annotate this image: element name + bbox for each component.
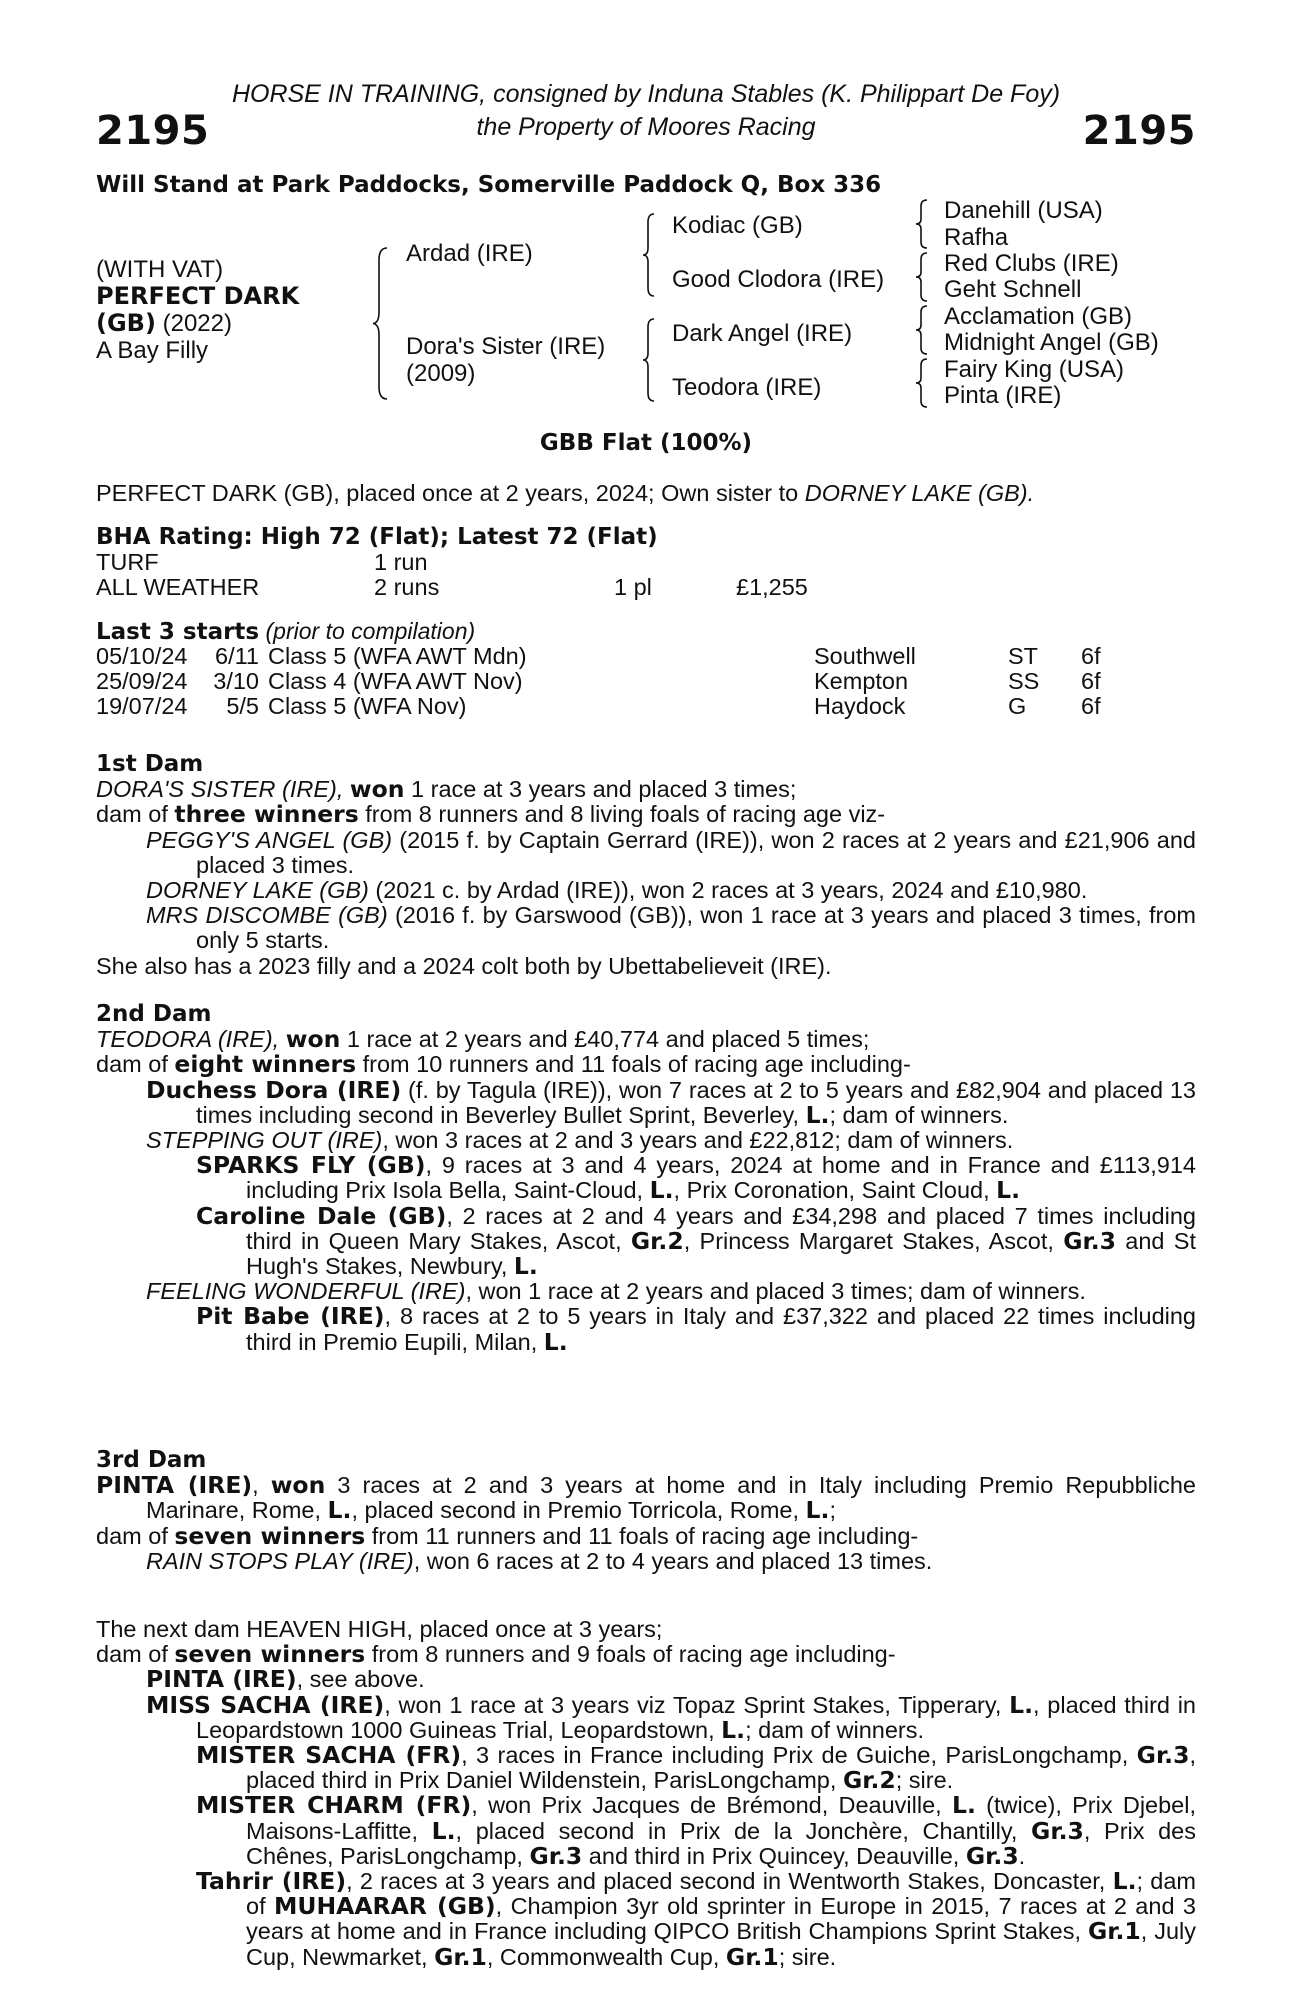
listed-badge: L. [1112,1867,1137,1896]
second-dam-record [96,1027,1196,1052]
start-position: 6/11 [215,643,259,669]
listed-badge: L. [1009,1690,1034,1719]
record-text: , won Prix Jacques de Brémond, Deauville, [471,1792,952,1819]
horse-name: STEPPING OUT (IRE) [146,1127,383,1154]
record-text: ; dam of [246,1868,1196,1920]
record-text: , see above. [296,1666,425,1693]
next-dam-produce [96,1642,1196,1667]
record-text: , placed third in Leopardstown 1000 Guineas Trial, Leopardstown, [196,1691,1197,1743]
last-starts-note: (prior to compilation) [265,618,476,644]
race-summary [96,480,1034,507]
horse-name: Duchess Dora (IRE) [146,1075,402,1104]
gbb-rating: GBB Flat (100%) [539,430,753,456]
sire-dam: Good Clodora (IRE) [672,266,885,293]
start-race: Class 5 (WFA Nov) [268,693,467,719]
horse-name: Caroline Dale (GB) [196,1201,447,1230]
pedigree-brace-dd [914,357,930,409]
third-dam-record [96,1473,1196,1523]
won-label: won [349,775,405,804]
group-badge: Gr.3 [1063,1226,1116,1255]
horse-name: PEGGY'S ANGEL (GB) [146,826,393,853]
grand-progeny-entry [96,1304,1196,1354]
horse-name: PINTA (IRE) [146,1665,297,1694]
grand-progeny-entry [96,1201,1196,1281]
ds-sire: Acclamation (GB) [944,303,1133,330]
won-label: won [285,1025,341,1054]
next-dam-section [96,1617,1196,1970]
dam-dam: Teodora (IRE) [672,374,822,401]
group-badge: Gr.3 [1136,1741,1190,1770]
horse-country: (GB) [96,309,156,337]
start-going: G [1008,693,1027,719]
record-text: , Prix Coronation, Saint Cloud, [673,1177,997,1204]
text: dam of [96,801,175,828]
text: from 8 runners and 9 foals of racing age including- [365,1641,896,1668]
progeny-entry [96,1128,1196,1153]
first-dam-heading: 1st Dam [96,751,204,777]
ds-dam: Midnight Angel (GB) [944,329,1159,356]
record-text: 1 race at 2 years and £40,774 and placed 5 times; [340,1026,870,1053]
next-dam-record: The next dam HEAVEN HIGH, placed once at 3 years; [96,1616,663,1642]
horse-name: TEODORA (IRE), [96,1026,280,1053]
summary-text: PERFECT DARK (GB), placed once at 2 years, 2024; Own sister to [96,480,805,506]
pedigree-brace-main [371,246,391,401]
grand-progeny-entry [96,1153,1196,1203]
horse-year: (2022) [162,310,232,337]
aw-money: £1,255 [736,574,808,600]
horse-name: PINTA (IRE) [96,1471,253,1500]
horse-name: MISTER CHARM (FR) [196,1791,472,1820]
first-dam-record [96,777,1196,802]
text: ; [829,1497,836,1524]
horse-identity [96,256,299,364]
record-text: (twice), Prix Djebel, Maisons-Laffitte, [246,1792,1197,1844]
text: dam of [96,1522,175,1549]
horse-name: PERFECT DARK [96,282,300,310]
record-text: , Prix des Chênes, ParisLongchamp, [246,1817,1197,1869]
horse-name: Pit Babe (IRE) [196,1302,385,1331]
stand-location: Will Stand at Park Paddocks, Somerville Paddock Q, Box 336 [96,172,882,198]
first-dam-produce [96,802,1196,827]
text: from 8 runners and 8 living foals of racing age viz- [358,801,886,828]
record-text: , placed third in Prix Daniel Wildenstein, ParisLongchamp, [246,1742,1196,1794]
sire-sire: Kodiac (GB) [672,212,803,239]
record-text: , 3 races in France including Prix de Guiche, ParisLongchamp, [461,1742,1137,1769]
ss-sire: Danehill (USA) [944,197,1103,224]
start-date: 25/09/24 [96,668,188,694]
pedigree-brace-ss [914,198,930,250]
group-badge: Gr.1 [1087,1917,1141,1946]
turf-label: TURF [96,549,159,575]
start-distance: 6f [1081,668,1101,694]
pedigree-brace-sd [914,251,930,303]
group-badge: Gr.2 [630,1226,684,1255]
summary-sibling: DORNEY LAKE (GB). [804,480,1035,506]
record-text: ; dam of winners. [829,1101,1009,1128]
record-text: (2015 f. by Captain Gerrard (IRE)), won 2 races at 2 years and £21,906 and placed 3 times. [196,826,1196,878]
owner-line: the Property of Moores Racing [476,113,816,141]
start-date: 19/07/24 [96,693,188,719]
listed-badge: L. [805,1496,830,1525]
dam-sire: Dark Angel (IRE) [672,320,853,347]
dd-sire: Fairy King (USA) [944,356,1125,383]
aw-runs: 2 runs [374,574,440,600]
pedigree-brace-dam [641,317,657,403]
lot-number-right: 2195 [1082,108,1196,154]
dam: Dora's Sister (IRE) [406,333,606,360]
last-starts-heading: Last 3 starts [96,619,260,645]
group-badge: Gr.1 [725,1942,779,1971]
horse-name: MISTER SACHA (FR) [196,1741,462,1770]
aw-placed: 1 pl [614,574,652,600]
grand-progeny-entry [96,1869,1196,1970]
record-text: , placed second in Prix de la Jonchère, Chantilly, [455,1817,1032,1844]
start-race: Class 5 (WFA AWT Mdn) [268,643,527,669]
record-text: , won 6 races at 2 to 4 years and placed 13 times. [413,1547,933,1574]
horse-name: DORA'S SISTER (IRE), [96,776,344,803]
group-badge: Gr.3 [965,1841,1019,1870]
horse-description: A Bay Filly [96,337,209,364]
third-dam-produce [96,1521,1196,1550]
horse-name: Tahrir (IRE) [196,1867,347,1896]
record-text: , 9 races at 3 and 4 years, 2024 at home and in France and £113,914 including Prix Isola Bella, Saint-Cloud, [246,1152,1196,1204]
first-dam-section [96,752,1196,979]
sire: Ardad (IRE) [406,240,533,267]
start-race: Class 4 (WFA AWT Nov) [268,668,523,694]
record-text: , placed second in Premio Torricola, Rome, [351,1497,806,1524]
record-text: , Champion 3yr old sprinter in Europe in 2015, 7 races at 2 and 3 years at home and in France including QIPCO British Champions Sprint Stakes, [246,1893,1196,1945]
group-badge: Gr.2 [842,1766,896,1795]
start-position: 3/10 [213,668,259,694]
vat-note: (WITH VAT) [96,256,224,283]
lot-number-left: 2195 [96,108,210,154]
pedigree-brace-sire [641,212,657,298]
horse-name: SPARKS FLY (GB) [196,1151,426,1180]
record-text: , July Cup, Newmarket, [246,1918,1196,1970]
record-text: . [1018,1842,1026,1869]
bha-rating: BHA Rating: High 72 (Flat); Latest 72 (Flat) [96,524,658,550]
progeny-entry [96,1667,1196,1692]
start-course: Haydock [814,693,906,719]
record-text: ; sire. [778,1943,837,1970]
text: from 10 runners and 11 foals of racing age including- [356,1051,911,1078]
listed-badge: L. [543,1327,568,1356]
group-badge: Gr.3 [529,1841,583,1870]
listed-badge: L. [431,1816,456,1845]
record-text: , 2 races at 2 and 4 years and £34,298 and placed 7 times including third in Queen Mary Stakes, Ascot, [246,1202,1196,1254]
horse-name: RAIN STOPS PLAY (IRE) [146,1547,414,1574]
third-dam-heading: 3rd Dam [96,1447,207,1473]
horse-name: FEELING WONDERFUL (IRE) [146,1278,466,1305]
record-text: (2021 c. by Ardad (IRE)), won 2 races at 3 years, 2024 and £10,980. [368,877,1088,904]
progeny-entry [96,1690,1197,1744]
second-dam-section [96,1002,1196,1355]
horse-name: DORNEY LAKE (GB) [146,877,369,904]
third-dam-section [96,1448,1196,1574]
dam-year: (2009) [406,360,476,387]
last-starts-title [96,618,475,645]
listed-badge: L. [513,1252,538,1281]
record-text: , won 3 races at 2 and 3 years and £22,812; dam of winners. [382,1127,1014,1154]
text: dam of [96,1641,175,1668]
record-text: , won 1 race at 3 years viz Topaz Sprint Stakes, Tipperary, [384,1691,1010,1718]
progeny-entry [96,1075,1196,1129]
group-badge: Gr.3 [1031,1816,1084,1845]
record-text: ; sire. [895,1767,954,1794]
record-text: and St Hugh's Stakes, Newbury, [246,1227,1196,1280]
listed-badge: L. [951,1791,976,1820]
sd-dam: Geht Schnell [944,276,1082,303]
progeny-entry [96,878,1196,903]
winners-count: eight winners [174,1050,357,1079]
record-text: (f. by Tagula (IRE)), won 7 races at 2 to 5 years and £82,904 and placed 13 times including second in Beverley Bullet Sprint, Beverley, [196,1076,1196,1128]
listed-badge: L. [327,1496,352,1525]
record-text: , Princess Margaret Stakes, Ascot, [683,1227,1064,1254]
record-text: , Commonwealth Cup, [486,1943,726,1970]
progeny-entry [96,828,1196,878]
record-text: ; dam of winners. [745,1716,925,1743]
start-going: ST [1008,643,1039,669]
start-going: SS [1008,668,1040,694]
aw-label: ALL WEATHER [96,574,260,600]
turf-runs: 1 run [374,549,428,575]
dd-dam: Pinta (IRE) [944,382,1062,409]
record-text: , 2 races at 3 years and placed second in Wentworth Stakes, Doncaster, [346,1868,1113,1895]
text: , [252,1472,271,1499]
second-dam-produce [96,1052,1196,1077]
listed-badge: L. [805,1100,830,1129]
second-dam-heading: 2nd Dam [96,1001,212,1027]
horse-name: MUHAARAR (GB) [274,1892,496,1921]
start-course: Kempton [814,668,909,694]
progeny-entry [96,1279,1196,1304]
group-badge: Gr.1 [434,1942,487,1971]
record-text: 3 races at 2 and 3 years at home and in Italy including Premio Repubbliche Marinare, Rome, [146,1472,1196,1524]
winners-count: seven winners [174,1640,366,1669]
start-position: 5/5 [226,693,259,719]
start-course: Southwell [814,643,916,669]
first-dam-note: She also has a 2023 filly and a 2024 colt both by Ubettabelieveit (IRE). [96,952,832,979]
record-text: (2016 f. by Garswood (GB)), won 1 race at 3 years and placed 3 times, from only 5 starts. [196,902,1196,954]
record-text: , 8 races at 2 to 5 years in Italy and £37,322 and placed 22 times including third in Premio Eupili, Milan, [246,1303,1196,1355]
pedigree-brace-ds [914,304,930,356]
text: from 11 runners and 11 foals of racing age including- [365,1522,919,1549]
start-distance: 6f [1081,693,1101,719]
sd-sire: Red Clubs (IRE) [944,250,1119,277]
text: dam of [96,1051,175,1078]
start-date: 05/10/24 [96,643,188,669]
progeny-entry [96,903,1196,953]
grand-progeny-entry [96,1793,1196,1869]
progeny-entry [96,1549,1196,1574]
horse-name: MRS DISCOMBE (GB) [146,902,388,929]
consignor-line: HORSE IN TRAINING, consigned by Induna Stables (K. Philippart De Foy) [231,80,1061,108]
winners-count: three winners [174,800,359,829]
record-text: 1 race at 3 years and placed 3 times; [404,776,797,803]
horse-origin-year [96,310,299,337]
horse-name: MISS SACHA (IRE) [146,1690,385,1719]
listed-badge: L. [721,1715,746,1744]
start-distance: 6f [1081,643,1101,669]
grand-progeny-entry [96,1743,1196,1793]
winners-count: seven winners [174,1521,366,1550]
won-label: won [270,1471,326,1500]
listed-badge: L. [996,1176,1021,1205]
ss-dam: Rafha [944,224,1009,251]
record-text: , won 1 race at 2 years and placed 3 times; dam of winners. [465,1278,1086,1305]
record-text: and third in Prix Quincey, Deauville, [582,1842,966,1869]
listed-badge: L. [649,1176,674,1205]
